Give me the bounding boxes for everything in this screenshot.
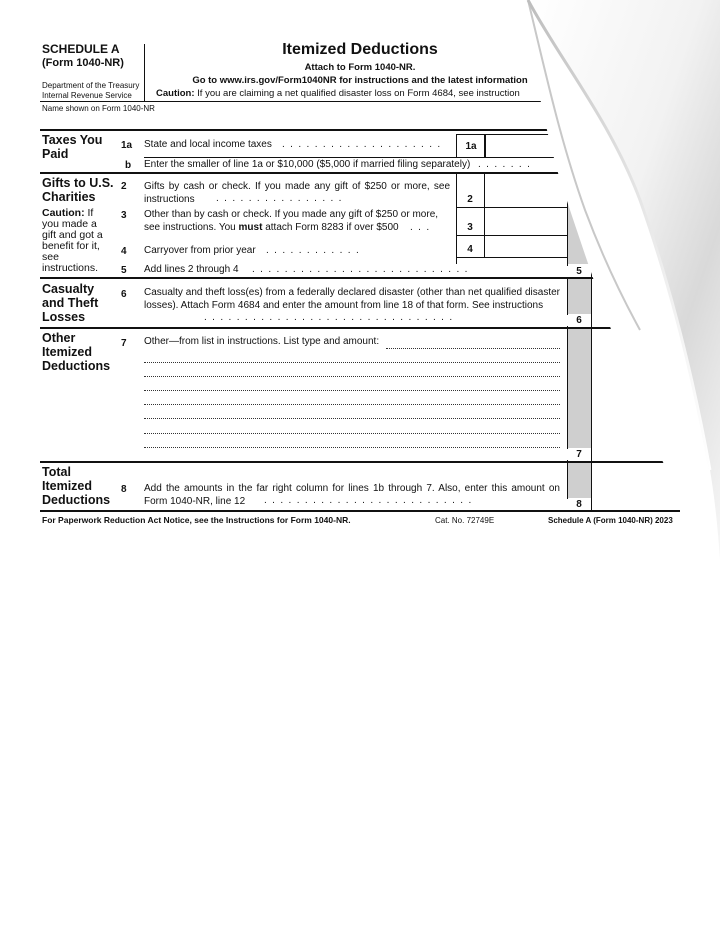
caution-label: Caution: [156, 88, 195, 99]
leader-dots: .................... [282, 139, 446, 150]
line-number-7: 7 [121, 338, 127, 349]
line-number-1b: b [125, 160, 132, 171]
line-number-4: 4 [121, 246, 127, 257]
line-2-box-label: 2 [467, 194, 473, 205]
attach-note: Attach to Form 1040-NR. [304, 62, 416, 73]
line-3-text-bold: must [238, 221, 263, 233]
leader-dots: ................ [216, 193, 347, 204]
schedule-label: SCHEDULE A [42, 42, 120, 56]
line-5-box-label: 5 [567, 266, 591, 277]
line-6-text: Casualty and theft loss(es) from a federally declared disaster (other than net qualified disaster losses). Attach Form 4684 and enter the amount from line 18 of that form. See instructions [144, 287, 560, 311]
section-title-total: Total Itemized Deductions [42, 465, 111, 507]
line-7-text: Other—from list in instructions. List type and amount: [144, 336, 380, 347]
leader-dots: ............ [266, 245, 365, 256]
line-7-box-label: 7 [567, 449, 591, 460]
caution-text: If you are claiming a net qualified disaster loss on Form 4684, see instruction [197, 88, 520, 99]
line-4-text: Carryover from prior year [144, 245, 256, 256]
page-title: Itemized Deductions [282, 41, 438, 58]
form-identifier: Schedule A (Form 1040-NR) 2023 [548, 516, 673, 525]
section-title-gifts: Gifts to U.S. Charities [42, 176, 114, 204]
line-number-5: 5 [121, 265, 127, 276]
line-5-text: Add lines 2 through 4 [144, 264, 239, 275]
line-number-6: 6 [121, 289, 127, 300]
section-title-casualty: Casualty and Theft Losses [42, 282, 99, 324]
line-number-3: 3 [121, 210, 127, 221]
line-number-8: 8 [121, 484, 127, 495]
section-title-taxes: Taxes You Paid [42, 133, 103, 161]
department-line-2: Internal Revenue Service [42, 91, 132, 100]
instructions-link[interactable]: Go to www.irs.gov/Form1040NR for instructions and the latest information [192, 75, 528, 86]
leader-dots: .......................... [264, 495, 477, 506]
line-3-text-a: Other than by cash or check. If you made any gift of $250 or more, see instructions. You [144, 209, 439, 233]
line-1a-box-label: 1a [465, 141, 477, 152]
line-3-box-label: 3 [467, 222, 473, 233]
line-6-box-label: 6 [567, 315, 591, 326]
gifts-caution-text: If you made a gift and got a benefit for it, see instructions. [42, 207, 103, 274]
gifts-caution-label: Caution: [42, 207, 85, 219]
line-number-2: 2 [121, 181, 127, 192]
line-8-box-label: 8 [567, 499, 591, 510]
name-label: Name shown on Form 1040-NR [42, 104, 155, 113]
paperwork-notice: For Paperwork Reduction Act Notice, see the Instructions for Form 1040-NR. [42, 515, 351, 525]
line-1a-text: State and local income taxes [144, 139, 272, 150]
line-1b-text: Enter the smaller of line 1a or $10,000 ($5,000 if married filing separately) [144, 159, 471, 170]
leader-dots: ........................... [252, 264, 473, 275]
line-2-text: Gifts by cash or check. If you made any gift of $250 or more, see instructions [144, 181, 450, 205]
leader-dots: ... [410, 222, 435, 233]
line-3-text-b: attach Form 8283 if over $500 [262, 221, 399, 233]
line-number-1a: 1a [121, 140, 133, 151]
section-title-other: Other Itemized Deductions [42, 331, 111, 373]
line-8-text: Add the amounts in the far right column for lines 1b through 7. Also, enter this amount on Form 1040-NR, line 12 [144, 483, 560, 507]
form-reference: (Form 1040-NR) [42, 57, 124, 69]
department-line-1: Department of the Treasury [42, 81, 140, 90]
line-4-box-label: 4 [467, 244, 473, 255]
leader-dots: ....... [478, 159, 536, 170]
catalog-number: Cat. No. 72749E [435, 516, 495, 525]
leader-dots: ............................... [204, 312, 458, 323]
